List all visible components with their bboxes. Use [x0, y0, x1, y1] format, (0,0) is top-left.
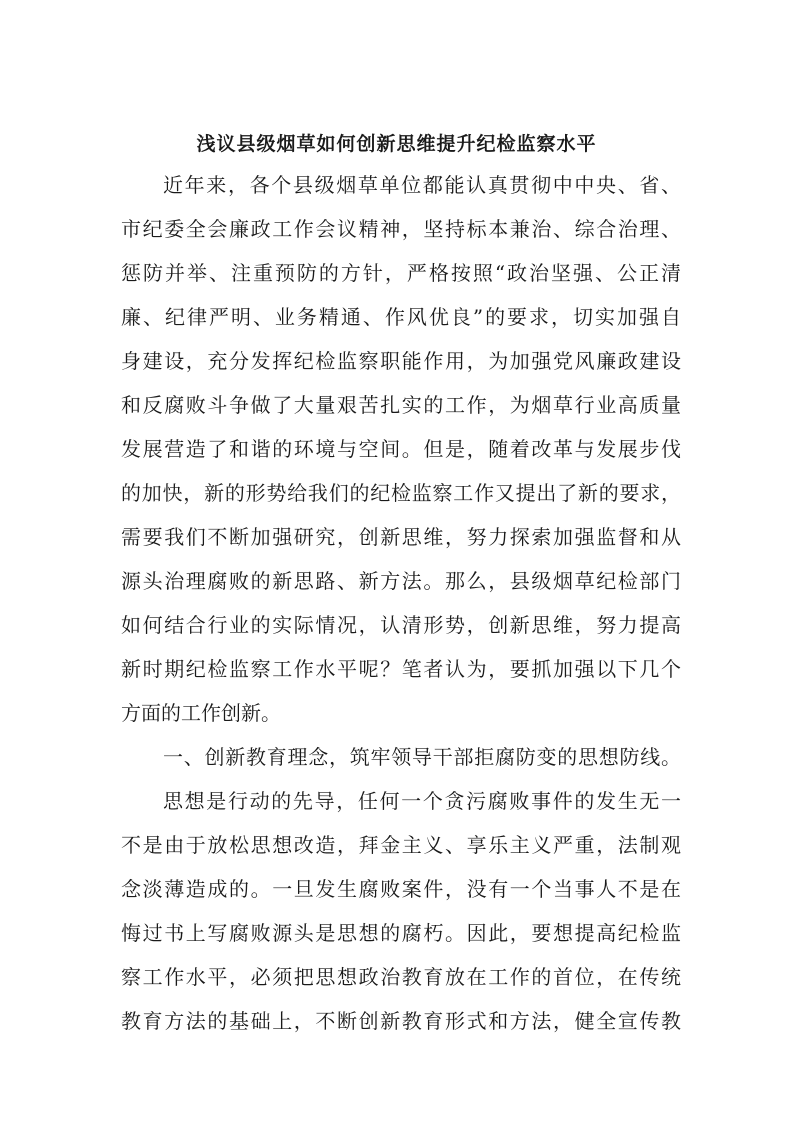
paragraph-line: 廉、纪律严明、业务精通、作风优良”的要求，切实加强自	[121, 305, 681, 329]
paragraph-line: 方面的工作创新。	[121, 701, 281, 725]
paragraph-line: 发展营造了和谐的环境与空间。但是，随着改革与发展步伐	[121, 437, 681, 461]
section-heading: 一、创新教育理念，筑牢领导干部拒腐防变的思想防线。	[163, 745, 681, 769]
paragraph-line: 近年来，各个县级烟草单位都能认真贯彻中中央、省、	[163, 173, 681, 197]
paragraph-line: 悔过书上写腐败源头是思想的腐朽。因此，要想提高纪检监	[121, 921, 681, 945]
paragraph-line: 如何结合行业的实际情况，认清形势，创新思维，努力提高	[121, 613, 681, 637]
paragraph-line: 和反腐败斗争做了大量艰苦扎实的工作，为烟草行业高质量	[121, 393, 681, 417]
paragraph-line: 需要我们不断加强研究，创新思维，努力探索加强监督和从	[121, 525, 681, 549]
paragraph-line: 惩防并举、注重预防的方针，严格按照“政治坚强、公正清	[121, 261, 681, 285]
paragraph-line: 察工作水平，必须把思想政治教育放在工作的首位，在传统	[121, 965, 681, 989]
paragraph-line: 身建设，充分发挥纪检监察职能作用，为加强党风廉政建设	[121, 349, 681, 373]
paragraph-line: 思想是行动的先导，任何一个贪污腐败事件的发生无一	[163, 789, 681, 813]
paragraph-line: 新时期纪检监察工作水平呢？笔者认为，要抓加强以下几个	[121, 657, 681, 681]
paragraph-line: 教育方法的基础上，不断创新教育形式和方法，健全宣传教	[121, 1009, 681, 1033]
paragraph-line: 的加快，新的形势给我们的纪检监察工作又提出了新的要求，	[121, 481, 681, 505]
paragraph-line: 念淡薄造成的。一旦发生腐败案件，没有一个当事人不是在	[121, 877, 681, 901]
paragraph-line: 市纪委全会廉政工作会议精神，坚持标本兼治、综合治理、	[121, 217, 681, 241]
paragraph-line: 不是由于放松思想改造，拜金主义、享乐主义严重，法制观	[121, 833, 681, 857]
paragraph-line: 源头治理腐败的新思路、新方法。那么，县级烟草纪检部门	[121, 569, 681, 593]
document-title: 浅议县级烟草如何创新思维提升纪检监察水平	[196, 133, 597, 155]
